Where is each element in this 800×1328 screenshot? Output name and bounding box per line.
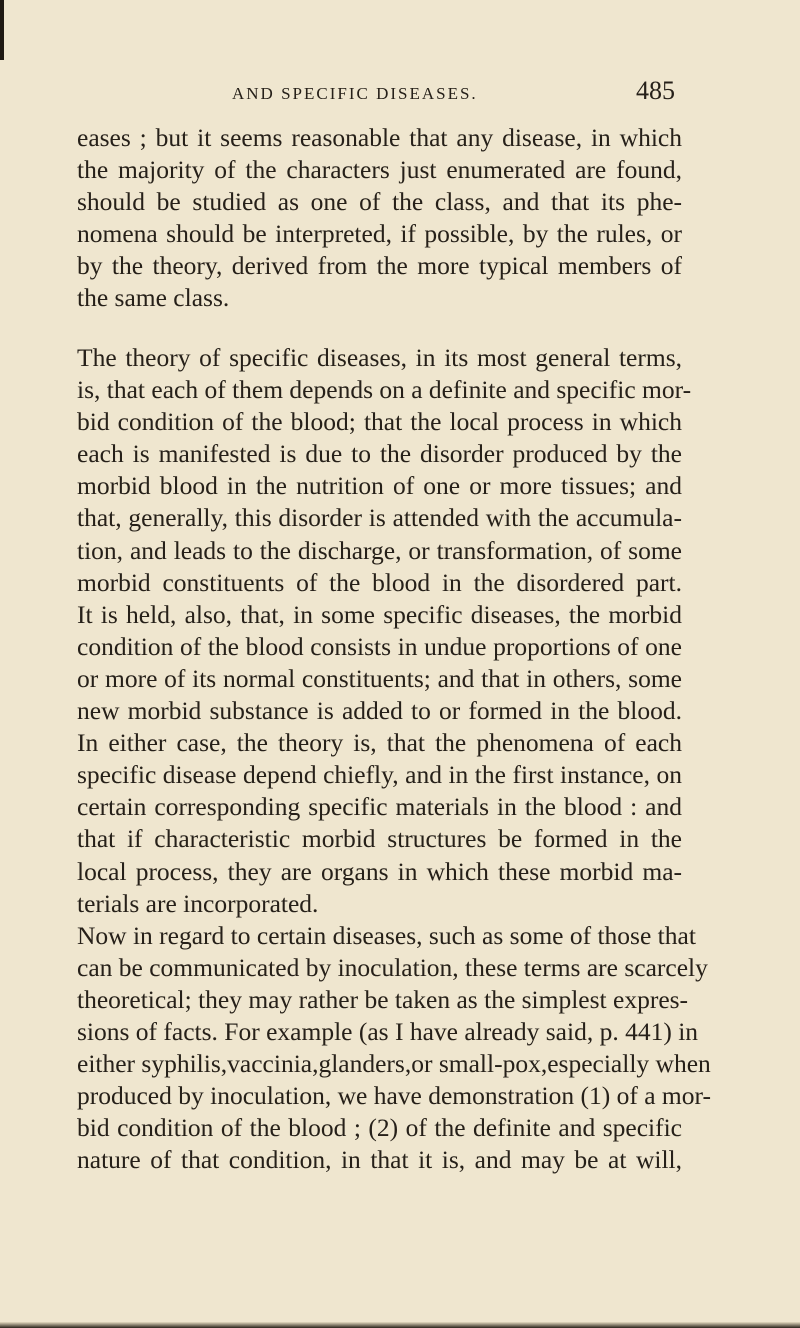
page-edge-bottom (0, 1322, 800, 1328)
text-line: either syphilis,vaccinia,glanders,or small-pox,especially when (77, 1049, 711, 1079)
text-line: by the theory, derived from the more typical members of (77, 251, 682, 281)
text-line: each is manifested is due to the disorder produced by the (77, 439, 682, 469)
text-line: that, generally, this disorder is attended with the accumula- (77, 503, 682, 533)
text-line: morbid blood in the nutrition of one or more tissues; and (77, 471, 682, 501)
text-line: local process, they are organs in which these morbid ma- (77, 856, 682, 886)
text-line: morbid constituents of the blood in the disordered part. (77, 567, 682, 597)
running-head: AND SPECIFIC DISEASES. (232, 84, 478, 103)
paragraph-2 (77, 342, 711, 1176)
text-line: or more of its normal constituents; and that in others, some (77, 663, 682, 693)
text-line: The theory of specific diseases, in its most general terms, (77, 343, 682, 372)
text-line: sions of facts. For example (as I have already said, p. 441) in (77, 1016, 699, 1046)
text-line: In either case, the theory is, that the phenomena of each (77, 728, 682, 758)
page-number: 485 (636, 76, 675, 105)
text-line: that if characteristic morbid structures be formed in the (77, 824, 682, 854)
paragraph-1 (77, 122, 682, 315)
text-line: bid condition of the blood; that the local process in which (77, 407, 682, 437)
text-line: It is held, also, that, in some specific diseases, the morbid (77, 599, 682, 629)
text-line: the majority of the characters just enumerated are found, (77, 155, 682, 185)
text-line: should be studied as one of the class, and that its phe- (77, 187, 682, 217)
text-line: nomena should be interpreted, if possible, by the rules, or (77, 219, 682, 249)
text-line: tion, and leads to the discharge, or transformation, of some (77, 535, 682, 565)
page-edge-shadow (0, 0, 4, 60)
text-line: eases ; but it seems reasonable that any disease, in which (77, 123, 682, 152)
text-line: condition of the blood consists in undue proportions of one (77, 631, 682, 661)
text-line: new morbid substance is added to or formed in the blood. (77, 696, 682, 726)
text-line: theoretical; they may rather be taken as the simplest expres- (77, 984, 689, 1014)
text-line: specific disease depend chiefly, and in the first instance, on (77, 760, 682, 790)
text-line: bid condition of the blood ; (2) of the definite and specific (77, 1113, 682, 1143)
text-line: terials are incorporated. (77, 888, 319, 918)
text-line: is, that each of them depends on a definite and specific mor- (77, 375, 692, 405)
text-line: Now in regard to certain diseases, such as some of those that (77, 920, 696, 950)
text-line: the same class. (77, 283, 230, 313)
text-line: nature of that condition, in that it is, and may be at will, (77, 1145, 682, 1175)
text-line: can be communicated by inoculation, these terms are scarcely (77, 952, 708, 982)
text-line: produced by inoculation, we have demonstration (1) of a mor- (77, 1081, 711, 1111)
text-line: certain corresponding specific materials in the blood : and (77, 792, 682, 822)
